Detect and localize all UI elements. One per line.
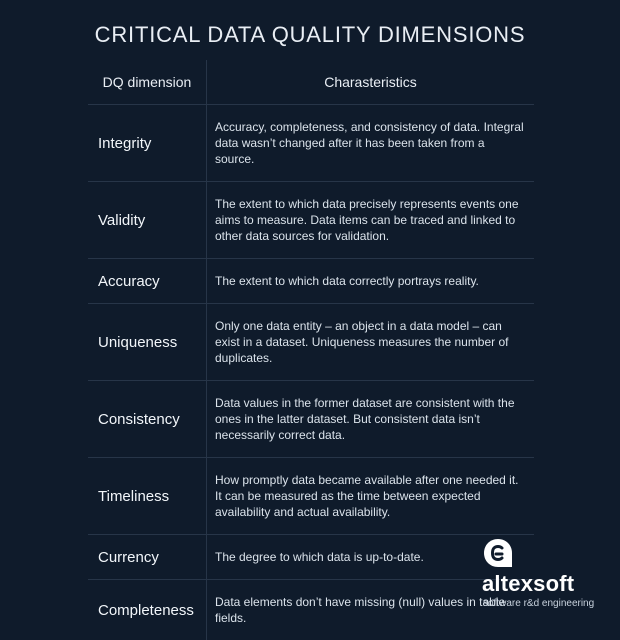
table-row <box>88 105 534 182</box>
table-row <box>88 182 534 259</box>
brand-name: altexsoft <box>482 571 574 597</box>
table-body <box>88 105 534 640</box>
altexsoft-logo-icon <box>482 537 514 569</box>
table-header <box>88 60 534 105</box>
dimension-cell: Currency <box>88 535 207 580</box>
dimension-cell: Consistency <box>88 381 207 458</box>
dimension-cell: Integrity <box>88 105 207 182</box>
table-row <box>88 535 534 580</box>
brand-tagline: software r&d engineering <box>483 598 594 609</box>
header-row <box>88 60 534 105</box>
dimension-cell: Accuracy <box>88 259 207 304</box>
table-row <box>88 458 534 535</box>
characteristics-cell: The extent to which data precisely represents events one aims to measure. Data items can be traced and linked to other data sources for validation. <box>207 182 535 259</box>
brand-block <box>482 537 602 617</box>
table-row <box>88 580 534 640</box>
header-characteristics: Charasteristics <box>207 60 535 105</box>
table-row <box>88 259 534 304</box>
dimension-cell: Validity <box>88 182 207 259</box>
characteristics-cell: How promptly data became available after one needed it. It can be measured as the time between expected availability and actual availability. <box>207 458 535 535</box>
characteristics-cell: The degree to which data is up-to-date. <box>207 535 535 580</box>
dimension-cell: Completeness <box>88 580 207 640</box>
table-row <box>88 304 534 381</box>
table-row <box>88 381 534 458</box>
dimension-cell: Uniqueness <box>88 304 207 381</box>
characteristics-cell: Only one data entity – an object in a data model – can exist in a dataset. Uniqueness measures the number of duplicates. <box>207 304 535 381</box>
dq-dimensions-table <box>88 60 534 640</box>
page-title: CRITICAL DATA QUALITY DIMENSIONS <box>0 22 620 48</box>
dimension-cell: Timeliness <box>88 458 207 535</box>
characteristics-cell: Accuracy, completeness, and consistency of data. Integral data wasn’t changed after it has been taken from a source. <box>207 105 535 182</box>
header-dq-dimension: DQ dimension <box>88 60 207 105</box>
characteristics-cell: Data values in the former dataset are consistent with the ones in the latter dataset. But consistent data isn’t necessarily correct data. <box>207 381 535 458</box>
characteristics-cell: The extent to which data correctly portrays reality. <box>207 259 535 304</box>
characteristics-cell: Data elements don’t have missing (null) values in table fields. <box>207 580 535 640</box>
